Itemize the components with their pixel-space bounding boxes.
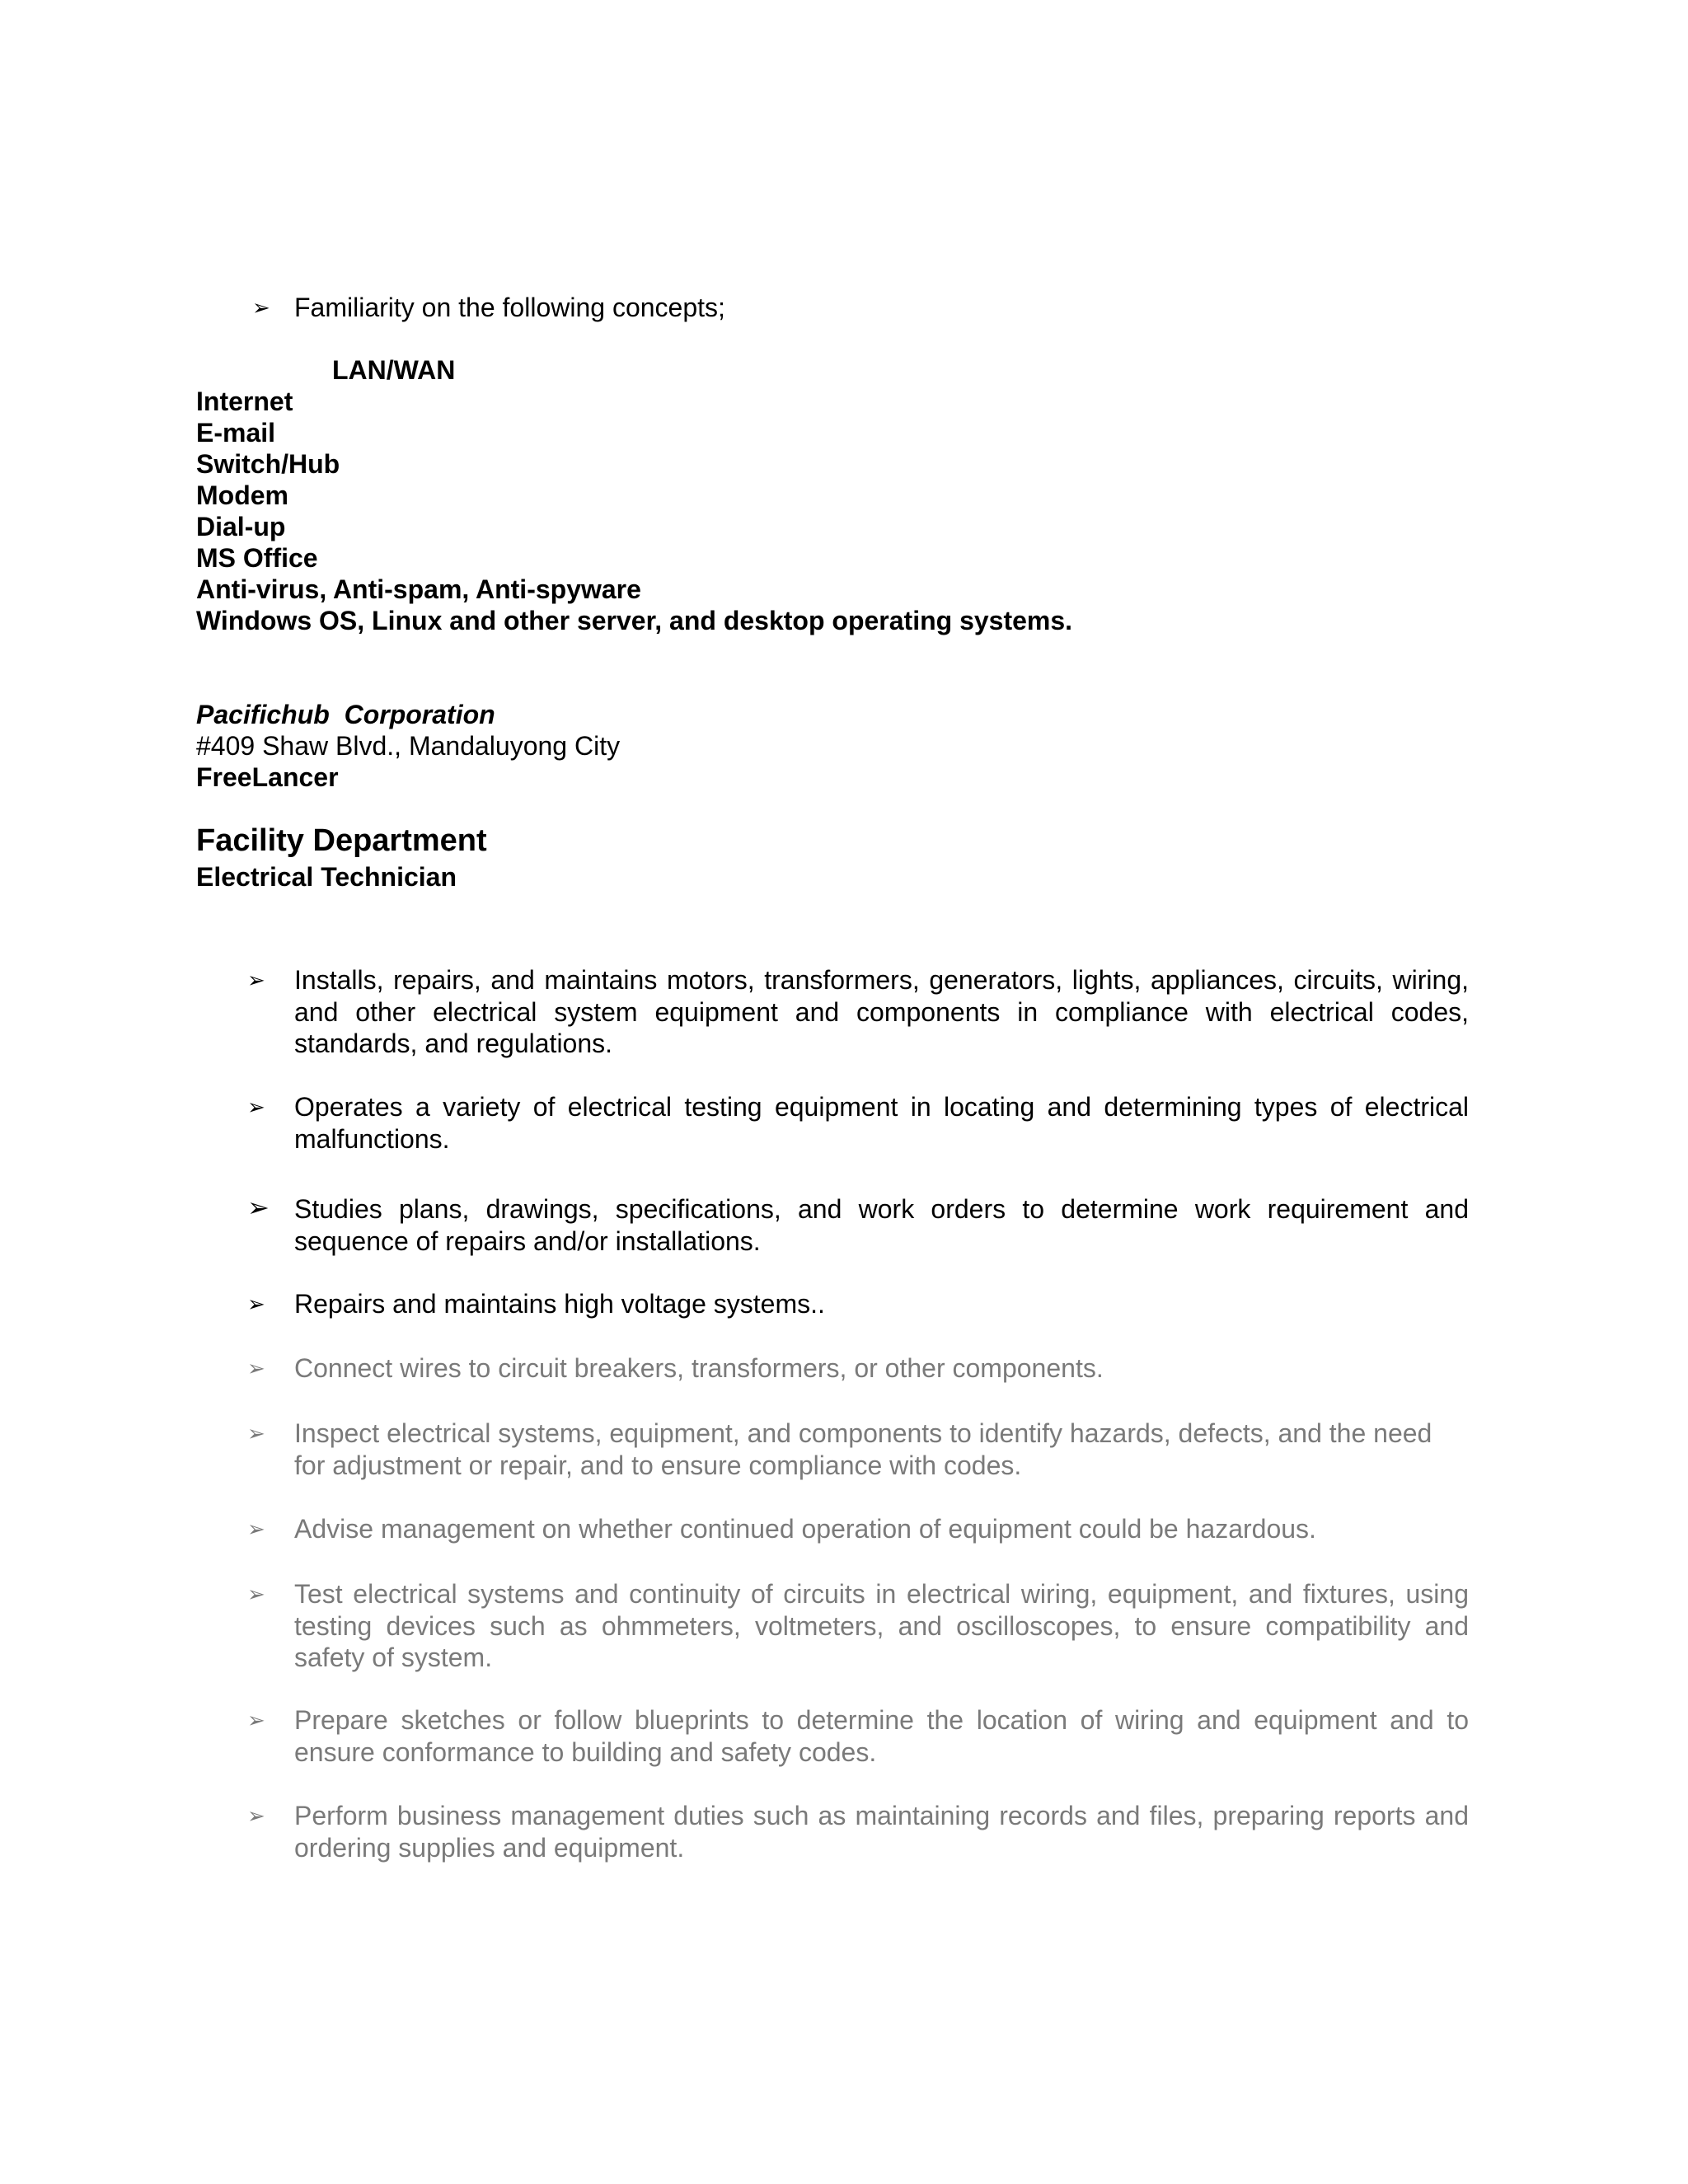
skill-item: Modem xyxy=(196,480,288,510)
company-address: #409 Shaw Blvd., Mandaluyong City xyxy=(196,731,621,761)
bullet-arrow-icon: ➢ xyxy=(247,1582,265,1606)
bullet-arrow-icon: ➢ xyxy=(247,1516,265,1541)
duty-item: Connect wires to circuit breakers, transformers, or other components. xyxy=(294,1353,1104,1383)
bullet-arrow-icon: ➢ xyxy=(247,1193,270,1222)
bullet-arrow-icon: ➢ xyxy=(247,968,265,992)
bullet-arrow-icon: ➢ xyxy=(247,1094,265,1119)
skill-item: LAN/WAN xyxy=(332,355,456,385)
skill-item: MS Office xyxy=(196,543,318,573)
bullet-arrow-icon: ➢ xyxy=(247,1291,265,1316)
bullet-arrow-icon: ➢ xyxy=(247,1356,265,1380)
bullet-arrow-icon: ➢ xyxy=(247,1421,265,1446)
duty-item: Studies plans, drawings, specifications, and work orders to determine work requirement and sequence of repairs and/or installations. xyxy=(294,1194,1469,1256)
duty-item: Perform business management duties such as maintaining records and files, preparing reports and ordering supplies and equipment. xyxy=(294,1801,1469,1863)
duty-item: Installs, repairs, and maintains motors, transformers, generators, lights, appliances, circuits, wiring, and other electrical system equipment and components in compliance with electrical codes, standards, and regulations. xyxy=(294,965,1469,1058)
duty-item: Test electrical systems and continuity of circuits in electrical wiring, equipment, and fixtures, using testing devices such as ohmmeters, voltmeters, and oscilloscopes, to ensure compatibility and safety of system. xyxy=(294,1579,1469,1672)
skill-item: Anti-virus, Anti-spam, Anti-spyware xyxy=(196,574,641,604)
bullet-arrow-icon: ➢ xyxy=(252,295,270,320)
department-heading: Facility Department xyxy=(196,823,487,858)
duty-item: Operates a variety of electrical testing equipment in locating and determining types of electrical malfunctions. xyxy=(294,1092,1469,1154)
skill-item: E-mail xyxy=(196,418,276,448)
skill-item: Windows OS, Linux and other server, and desktop operating systems. xyxy=(196,606,1073,635)
skill-item: Internet xyxy=(196,387,293,416)
job-title: Electrical Technician xyxy=(196,862,457,892)
duty-item: Repairs and maintains high voltage systems.. xyxy=(294,1289,825,1319)
duty-item: Prepare sketches or follow blueprints to determine the location of wiring and equipment and to ensure conformance to building and safety codes. xyxy=(294,1705,1469,1767)
employment-role: FreeLancer xyxy=(196,762,339,792)
bullet-arrow-icon: ➢ xyxy=(247,1708,265,1732)
duty-item: Advise management on whether continued operation of equipment could be hazardous. xyxy=(294,1514,1316,1544)
skills-intro: Familiarity on the following concepts; xyxy=(294,293,725,322)
bullet-arrow-icon: ➢ xyxy=(247,1803,265,1828)
duty-item: Inspect electrical systems, equipment, and components to identify hazards, defects, and the need for adjustment or repair, and to ensure compliance with codes. xyxy=(294,1418,1432,1480)
skill-item: Switch/Hub xyxy=(196,449,340,479)
skill-item: Dial-up xyxy=(196,512,286,541)
company-name: Pacifichub Corporation xyxy=(196,700,495,729)
